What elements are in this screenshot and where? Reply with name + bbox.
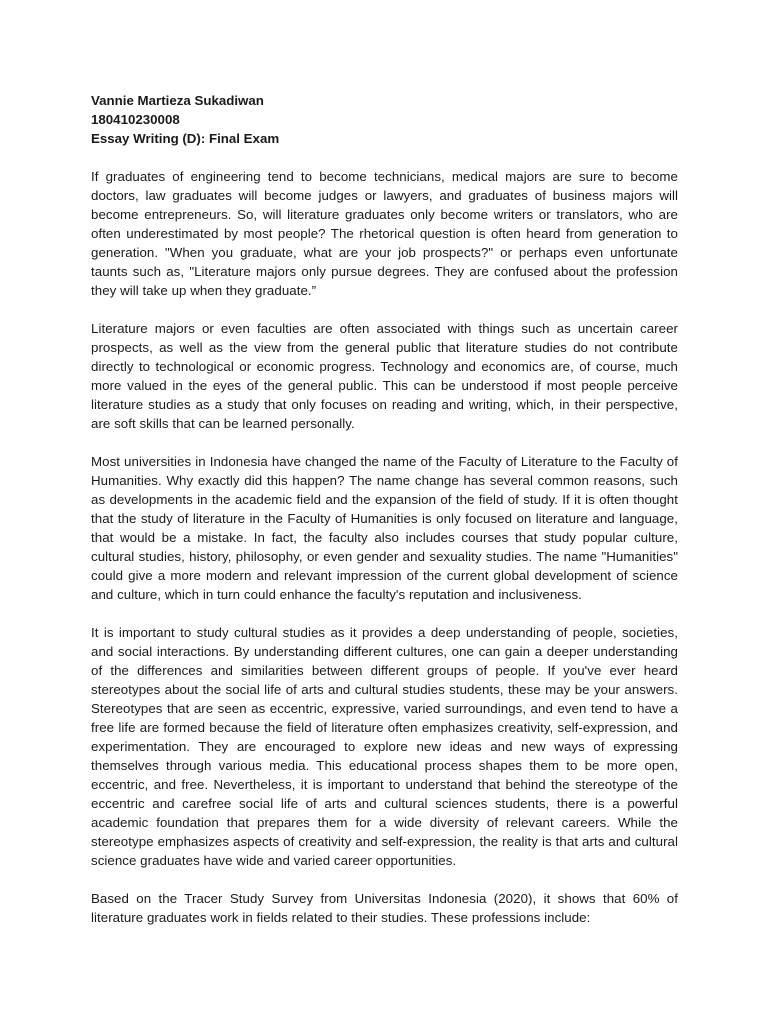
paragraph-1: If graduates of engineering tend to become technicians, medical majors are sure to become doctors, law graduates will become judges or lawyers, and graduates of business majors will become entrepreneurs. So, will literature graduates only become writers or translators, who are often underestimated by most people? The rhetorical question is often heard from generation to generation. "When you graduate, what are your job prospects?" or perhaps even unfortunate taunts such as, "Literature majors only pursue degrees. They are confused about the profession they will take up when they graduate.”	[91, 169, 678, 298]
paragraph-5: Based on the Tracer Study Survey from Universitas Indonesia (2020), it shows that 60% of literature graduates work in fields related to their studies. These professions include:	[91, 891, 678, 925]
paragraph-3: Most universities in Indonesia have changed the name of the Faculty of Literature to the Faculty of Humanities. Why exactly did this happen? The name change has several common reasons, such as developments in the academic field and the expansion of the field of study. If it is often thought that the study of literature in the Faculty of Humanities is only focused on literature and language, that would be a mistake. In fact, the faculty also includes courses that study popular culture, cultural studies, history, philosophy, or even gender and sexuality studies. The name "Humanities" could give a more modern and relevant impression of the current global development of science and culture, which in turn could enhance the faculty's reputation and inclusiveness.	[91, 454, 678, 602]
course-title: Essay Writing (D): Final Exam	[91, 131, 280, 146]
paragraph-2: Literature majors or even faculties are often associated with things such as uncertain career prospects, as well as the view from the general public that literature studies do not contribute directly to technological or economic progress. Technology and economics are, of course, much more valued in the eyes of the general public. This can be understood if most people perceive literature studies as a study that only focuses on reading and writing, which, in their perspective, are soft skills that can be learned personally.	[91, 321, 678, 431]
author-name: Vannie Martieza Sukadiwan	[91, 93, 264, 108]
student-id: 180410230008	[91, 112, 180, 127]
paragraph-4: It is important to study cultural studies as it provides a deep understanding of people, societies, and social interactions. By understanding different cultures, one can gain a deeper understanding of the differences and similarities between different groups of people. If you've ever heard stereotypes about the social life of arts and cultural studies students, these may be your answers. Stereotypes that are seen as eccentric, expressive, varied surroundings, and even tend to have a free life are formed because the field of literature often emphasizes creativity, self-expression, and experimentation. They are encouraged to explore new ideas and new ways of expressing themselves through various media. This educational process shapes them to be more open, eccentric, and free. Nevertheless, it is important to understand that behind the stereotype of the eccentric and carefree social life of arts and cultural sciences students, there is a powerful academic foundation that prepares them for a wide diversity of relevant careers. While the stereotype emphasizes aspects of creativity and self-expression, the reality is that arts and cultural science graduates have wide and varied career opportunities.	[91, 625, 678, 868]
essay-body	[91, 91, 678, 927]
